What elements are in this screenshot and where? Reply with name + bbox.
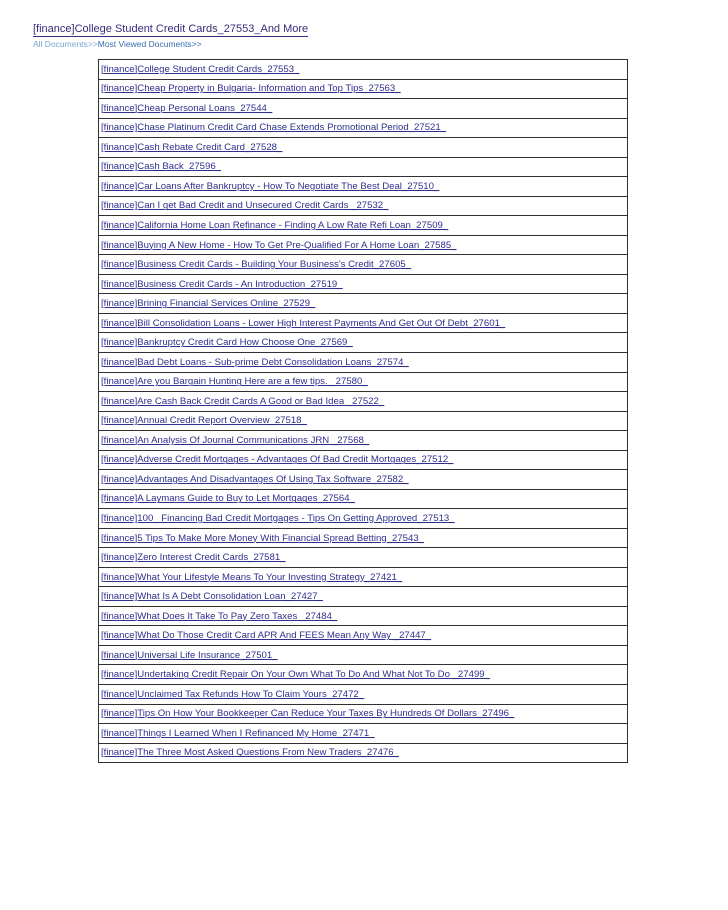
table-row xyxy=(99,176,627,196)
table-row xyxy=(99,118,627,138)
document-link[interactable]: [finance]Adverse Credit Mortgages - Advantages Of Bad Credit Mortgages_27512_ xyxy=(101,454,454,466)
document-link[interactable]: [finance]Are Cash Back Credit Cards A Good or Bad Idea _27522_ xyxy=(101,395,385,407)
breadcrumb-separator: >> xyxy=(87,39,98,49)
document-link[interactable]: [finance]Buying A New Home - How To Get Pre-Qualified For A Home Loan_27585_ xyxy=(101,239,457,251)
table-row xyxy=(99,606,627,626)
document-link[interactable]: [finance]A Laymans Guide to Buy to Let Mortgages_27564_ xyxy=(101,493,355,505)
document-link[interactable]: [finance]Annual Credit Report Overview_27518_ xyxy=(101,415,307,427)
table-row xyxy=(99,684,627,704)
document-link[interactable]: [finance]Things I Learned When I Refinanced My Home_27471_ xyxy=(101,727,375,739)
breadcrumb-all-documents-link[interactable]: All Documents xyxy=(33,39,88,49)
document-link[interactable]: [finance]Business Credit Cards - An Introduction_27519_ xyxy=(101,278,343,290)
table-row xyxy=(99,489,627,509)
table-row xyxy=(99,430,627,450)
document-link[interactable]: [finance]What Does It Take To Pay Zero Taxes _27484_ xyxy=(101,610,338,622)
table-row xyxy=(99,352,627,372)
table-row xyxy=(99,528,627,548)
table-row xyxy=(99,313,627,333)
document-link[interactable]: [finance]California Home Loan Refinance - Finding A Low Rate Refi Loan_27509_ xyxy=(101,220,449,232)
table-row xyxy=(99,625,627,645)
document-link[interactable]: [finance]The Three Most Asked Questions From New Traders_27476_ xyxy=(101,747,399,759)
document-link[interactable]: [finance]What Is A Debt Consolidation Loan_27427_ xyxy=(101,591,323,603)
table-row xyxy=(99,391,627,411)
document-link[interactable]: [finance]Undertaking Credit Repair On Your Own What To Do And What Not To Do _27499_ xyxy=(101,669,490,681)
table-row xyxy=(99,586,627,606)
table-row xyxy=(99,60,627,79)
document-link[interactable]: [finance]Business Credit Cards - Building Your Business's Credit_27605_ xyxy=(101,259,412,271)
table-row xyxy=(99,79,627,99)
table-row xyxy=(99,332,627,352)
table-row xyxy=(99,157,627,177)
table-row xyxy=(99,411,627,431)
table-row xyxy=(99,743,627,763)
document-link[interactable]: [finance]College Student Credit Cards_27553_ xyxy=(101,63,300,75)
document-link[interactable]: [finance]What Your Lifestyle Means To Your Investing Strategy_27421_ xyxy=(101,571,403,583)
breadcrumb-most-viewed-link[interactable]: Most Viewed Documents>> xyxy=(97,39,202,49)
table-row xyxy=(99,547,627,567)
document-link[interactable]: [finance]Bad Debt Loans - Sub-prime Debt Consolidation Loans_27574_ xyxy=(101,356,409,368)
table-row xyxy=(99,469,627,489)
document-link[interactable]: [finance]Cheap Property in Bulgaria- Information and Top Tips_27563_ xyxy=(101,83,401,95)
table-row xyxy=(99,508,627,528)
table-row xyxy=(99,235,627,255)
document-link[interactable]: [finance]Car Loans After Bankruptcy - How To Negotiate The Best Deal_27510_ xyxy=(101,180,440,192)
table-row xyxy=(99,293,627,313)
table-row xyxy=(99,567,627,587)
table-row xyxy=(99,137,627,157)
document-link[interactable]: [finance]Bankruptcy Credit Card How Choose One_27569_ xyxy=(101,337,353,349)
document-link[interactable]: [finance]Can I get Bad Credit and Unsecured Credit Cards _27532_ xyxy=(101,200,389,212)
document-link[interactable]: [finance]Tips On How Your Bookkeeper Can Reduce Your Taxes By Hundreds Of Dollars_27496_ xyxy=(101,708,515,720)
breadcrumb xyxy=(33,39,202,49)
table-row xyxy=(99,723,627,743)
page-title: [finance]College Student Credit Cards_27553_And More xyxy=(33,23,309,35)
table-row xyxy=(99,372,627,392)
table-row xyxy=(99,98,627,118)
table-row xyxy=(99,254,627,274)
document-link[interactable]: [finance]Brining Financial Services Online_27529_ xyxy=(101,298,316,310)
document-link[interactable]: [finance]Are you Bargain Hunting Here are a few tips. _27580_ xyxy=(101,376,368,388)
table-row xyxy=(99,196,627,216)
document-link[interactable]: [finance]Bill Consolidation Loans - Lower High Interest Payments And Get Out Of Debt_27601_ xyxy=(101,317,506,329)
document-link[interactable]: [finance]5 Tips To Make More Money With Financial Spread Betting_27543_ xyxy=(101,532,424,544)
document-link[interactable]: [finance]Zero Interest Credit Cards_27581_ xyxy=(101,552,286,564)
document-link[interactable]: [finance]Universal Life Insurance_27501_ xyxy=(101,649,278,661)
table-row xyxy=(99,274,627,294)
table-row xyxy=(99,704,627,724)
document-link[interactable]: [finance]Cash Back_27596_ xyxy=(101,161,222,173)
document-link[interactable]: [finance]What Do Those Credit Card APR And FEES Mean Any Way _27447_ xyxy=(101,630,432,642)
document-link[interactable]: [finance]100_ Financing Bad Credit Mortgages - Tips On Getting Approved_27513_ xyxy=(101,512,455,524)
table-row xyxy=(99,664,627,684)
table-row xyxy=(99,645,627,665)
document-link[interactable]: [finance]Cheap Personal Loans_27544_ xyxy=(101,102,273,114)
table-row xyxy=(99,215,627,235)
table-row xyxy=(99,450,627,470)
document-list-table xyxy=(98,59,628,763)
document-link[interactable]: [finance]Cash Rebate Credit Card_27528_ xyxy=(101,141,283,153)
document-link[interactable]: [finance]An Analysis Of Journal Communications JRN _27568_ xyxy=(101,434,370,446)
document-link[interactable]: [finance]Advantages And Disadvantages Of Using Tax Software_27582_ xyxy=(101,473,409,485)
document-link[interactable]: [finance]Chase Platinum Credit Card Chase Extends Promotional Period_27521_ xyxy=(101,122,447,134)
document-link[interactable]: [finance]Unclaimed Tax Refunds How To Claim Yours_27472_ xyxy=(101,688,365,700)
